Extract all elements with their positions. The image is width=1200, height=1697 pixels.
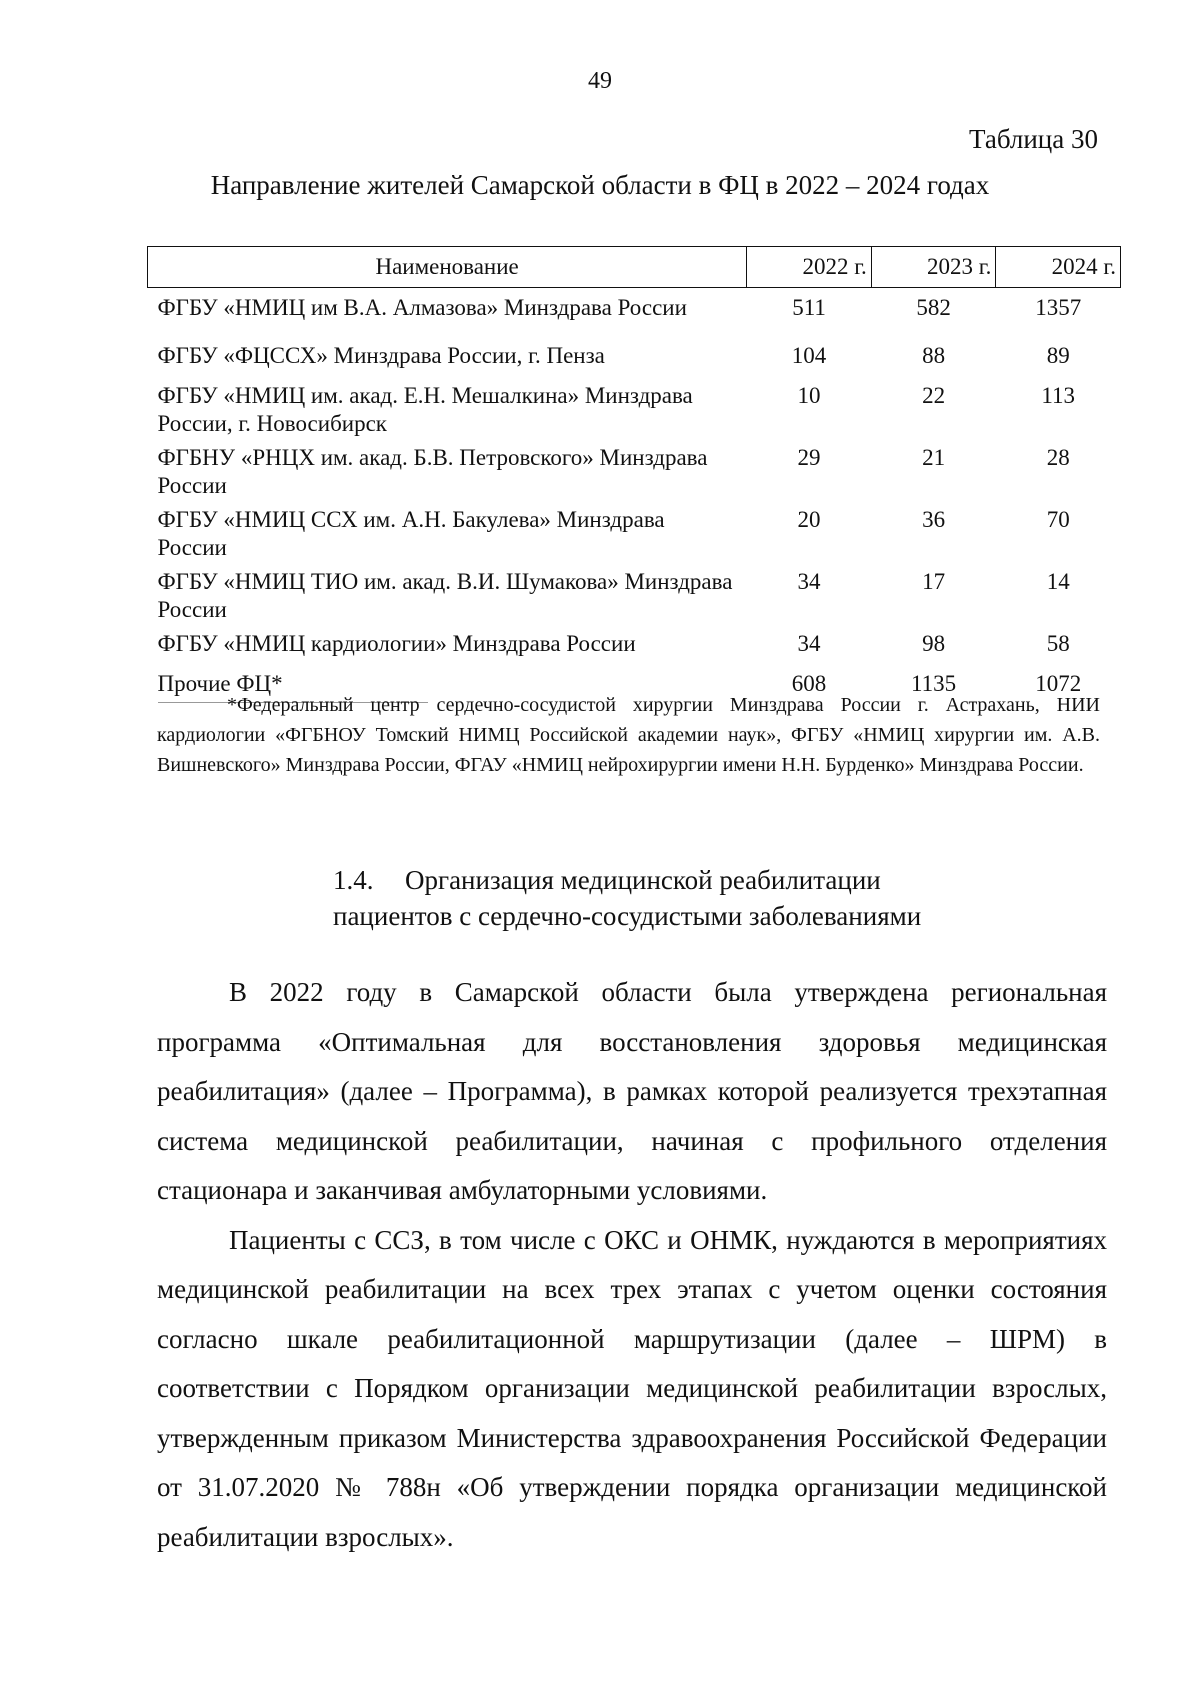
row-value-2024: 58 bbox=[1046, 631, 1070, 656]
row-value-2024: 14 bbox=[1046, 569, 1070, 594]
body-text bbox=[157, 968, 1107, 1562]
row-value-2022: 20 bbox=[797, 507, 821, 532]
page-number: 49 bbox=[588, 68, 612, 94]
row-value-2022: 511 bbox=[792, 295, 826, 320]
row-value-2023: 582 bbox=[916, 295, 951, 320]
table-row bbox=[148, 438, 1121, 500]
row-value-2022: 29 bbox=[797, 445, 821, 470]
table-footnote: *Федеральный центр сердечно-сосудистой хирургии Минздрава России г. Астрахань, НИИ кардиологии «ФГБНОУ Томский НИМЦ Российской академии наук», ФГБУ «НМИЦ хирургии им. А.В. Вишневского» Минздрава России, ФГАУ «НМИЦ нейрохирургии имени Н.Н. Бурденко» Минздрава России. bbox=[157, 694, 1100, 776]
row-value-2022: 34 bbox=[797, 569, 821, 594]
row-value-2022: 10 bbox=[797, 383, 821, 408]
row-value-2023: 17 bbox=[922, 569, 946, 594]
row-name: ФГБУ «НМИЦ им В.А. Алмазова» Минздрава России bbox=[157, 295, 687, 320]
paragraph: Пациенты с ССЗ, в том числе с ОКС и ОНМК, нуждаются в мероприятиях медицинской реабилитации на всех трех этапах с учетом оценки состояния согласно шкале реабилитационной маршрутизации (далее – ШРМ) в соответствии с Порядком организации медицинской реабилитации взрослых, утвержденным приказом Министерства здравоохранения Российской Федерации от 31.07.2020 № 788н «Об утверждении порядка организации медицинской реабилитации взрослых». bbox=[157, 1224, 1107, 1552]
row-value-2022: 608 bbox=[791, 671, 827, 696]
row-value-2023: 1135 bbox=[911, 671, 957, 696]
table-header-row bbox=[148, 247, 1121, 288]
row-value-2023: 22 bbox=[922, 383, 946, 408]
table-row bbox=[148, 334, 1121, 376]
row-name: ФГБУ «НМИЦ им. акад. Е.Н. Мешалкина» Минздрава России, г. Новосибирск bbox=[157, 383, 693, 436]
row-value-2024: 89 bbox=[1046, 343, 1070, 368]
header-name: Наименование bbox=[148, 247, 747, 288]
row-name: ФГБУ «НМИЦ ССХ им. А.Н. Бакулева» Минздрава России bbox=[157, 507, 665, 560]
row-name: ФГБУ «НМИЦ кардиологии» Минздрава России bbox=[157, 631, 636, 656]
section-heading bbox=[333, 862, 921, 934]
row-name: ФГБУ «ФЦССХ» Минздрава России, г. Пенза bbox=[157, 343, 605, 368]
row-value-2023: 36 bbox=[922, 507, 946, 532]
row-value-2022: 34 bbox=[797, 631, 821, 656]
section-heading-line1 bbox=[333, 862, 921, 898]
row-value-2023: 88 bbox=[922, 343, 946, 368]
section-number: 1.4. bbox=[333, 865, 374, 895]
row-name: ФГБУ «НМИЦ ТИО им. акад. В.И. Шумакова» Минздрава России bbox=[157, 569, 733, 622]
others-label: Прочие ФЦ* bbox=[158, 670, 428, 703]
table-row bbox=[148, 376, 1121, 438]
table-title: Направление жителей Самарской области в ФЦ в 2022 – 2024 годах bbox=[210, 170, 990, 200]
row-value-2024: 113 bbox=[1041, 383, 1076, 408]
table-label: Таблица 30 bbox=[969, 124, 1098, 154]
row-value-2024: 1072 bbox=[1035, 671, 1082, 696]
header-2022: 2022 г. bbox=[747, 247, 872, 288]
row-name: ФГБНУ «РНЦХ им. акад. Б.В. Петровского» Минздрава России bbox=[157, 445, 708, 498]
table-row bbox=[148, 500, 1121, 562]
row-value-2024: 1357 bbox=[1035, 295, 1082, 320]
referrals-table bbox=[147, 246, 1121, 703]
row-value-2022: 104 bbox=[791, 343, 827, 368]
header-2024: 2024 г. bbox=[996, 247, 1121, 288]
row-value-2023: 98 bbox=[922, 631, 946, 656]
table-row bbox=[148, 562, 1121, 624]
header-2023: 2023 г. bbox=[871, 247, 996, 288]
row-value-2024: 70 bbox=[1046, 507, 1070, 532]
table-row bbox=[148, 624, 1121, 658]
section-title-line2: пациентов с сердечно-сосудистыми заболеваниями bbox=[333, 901, 922, 931]
table-row bbox=[148, 288, 1121, 335]
section-title-line1: Организация медицинской реабилитации bbox=[405, 865, 881, 895]
row-value-2024: 28 bbox=[1046, 445, 1070, 470]
row-value-2023: 21 bbox=[922, 445, 946, 470]
paragraph: В 2022 году в Самарской области была утверждена региональная программа «Оптимальная для восстановления здоровья медицинская реабилитация» (далее – Программа), в рамках которой реализуется трехэтапная система медицинской реабилитации, начиная с профильного отделения стационара и заканчивая амбулаторными условиями. bbox=[157, 977, 1107, 1205]
